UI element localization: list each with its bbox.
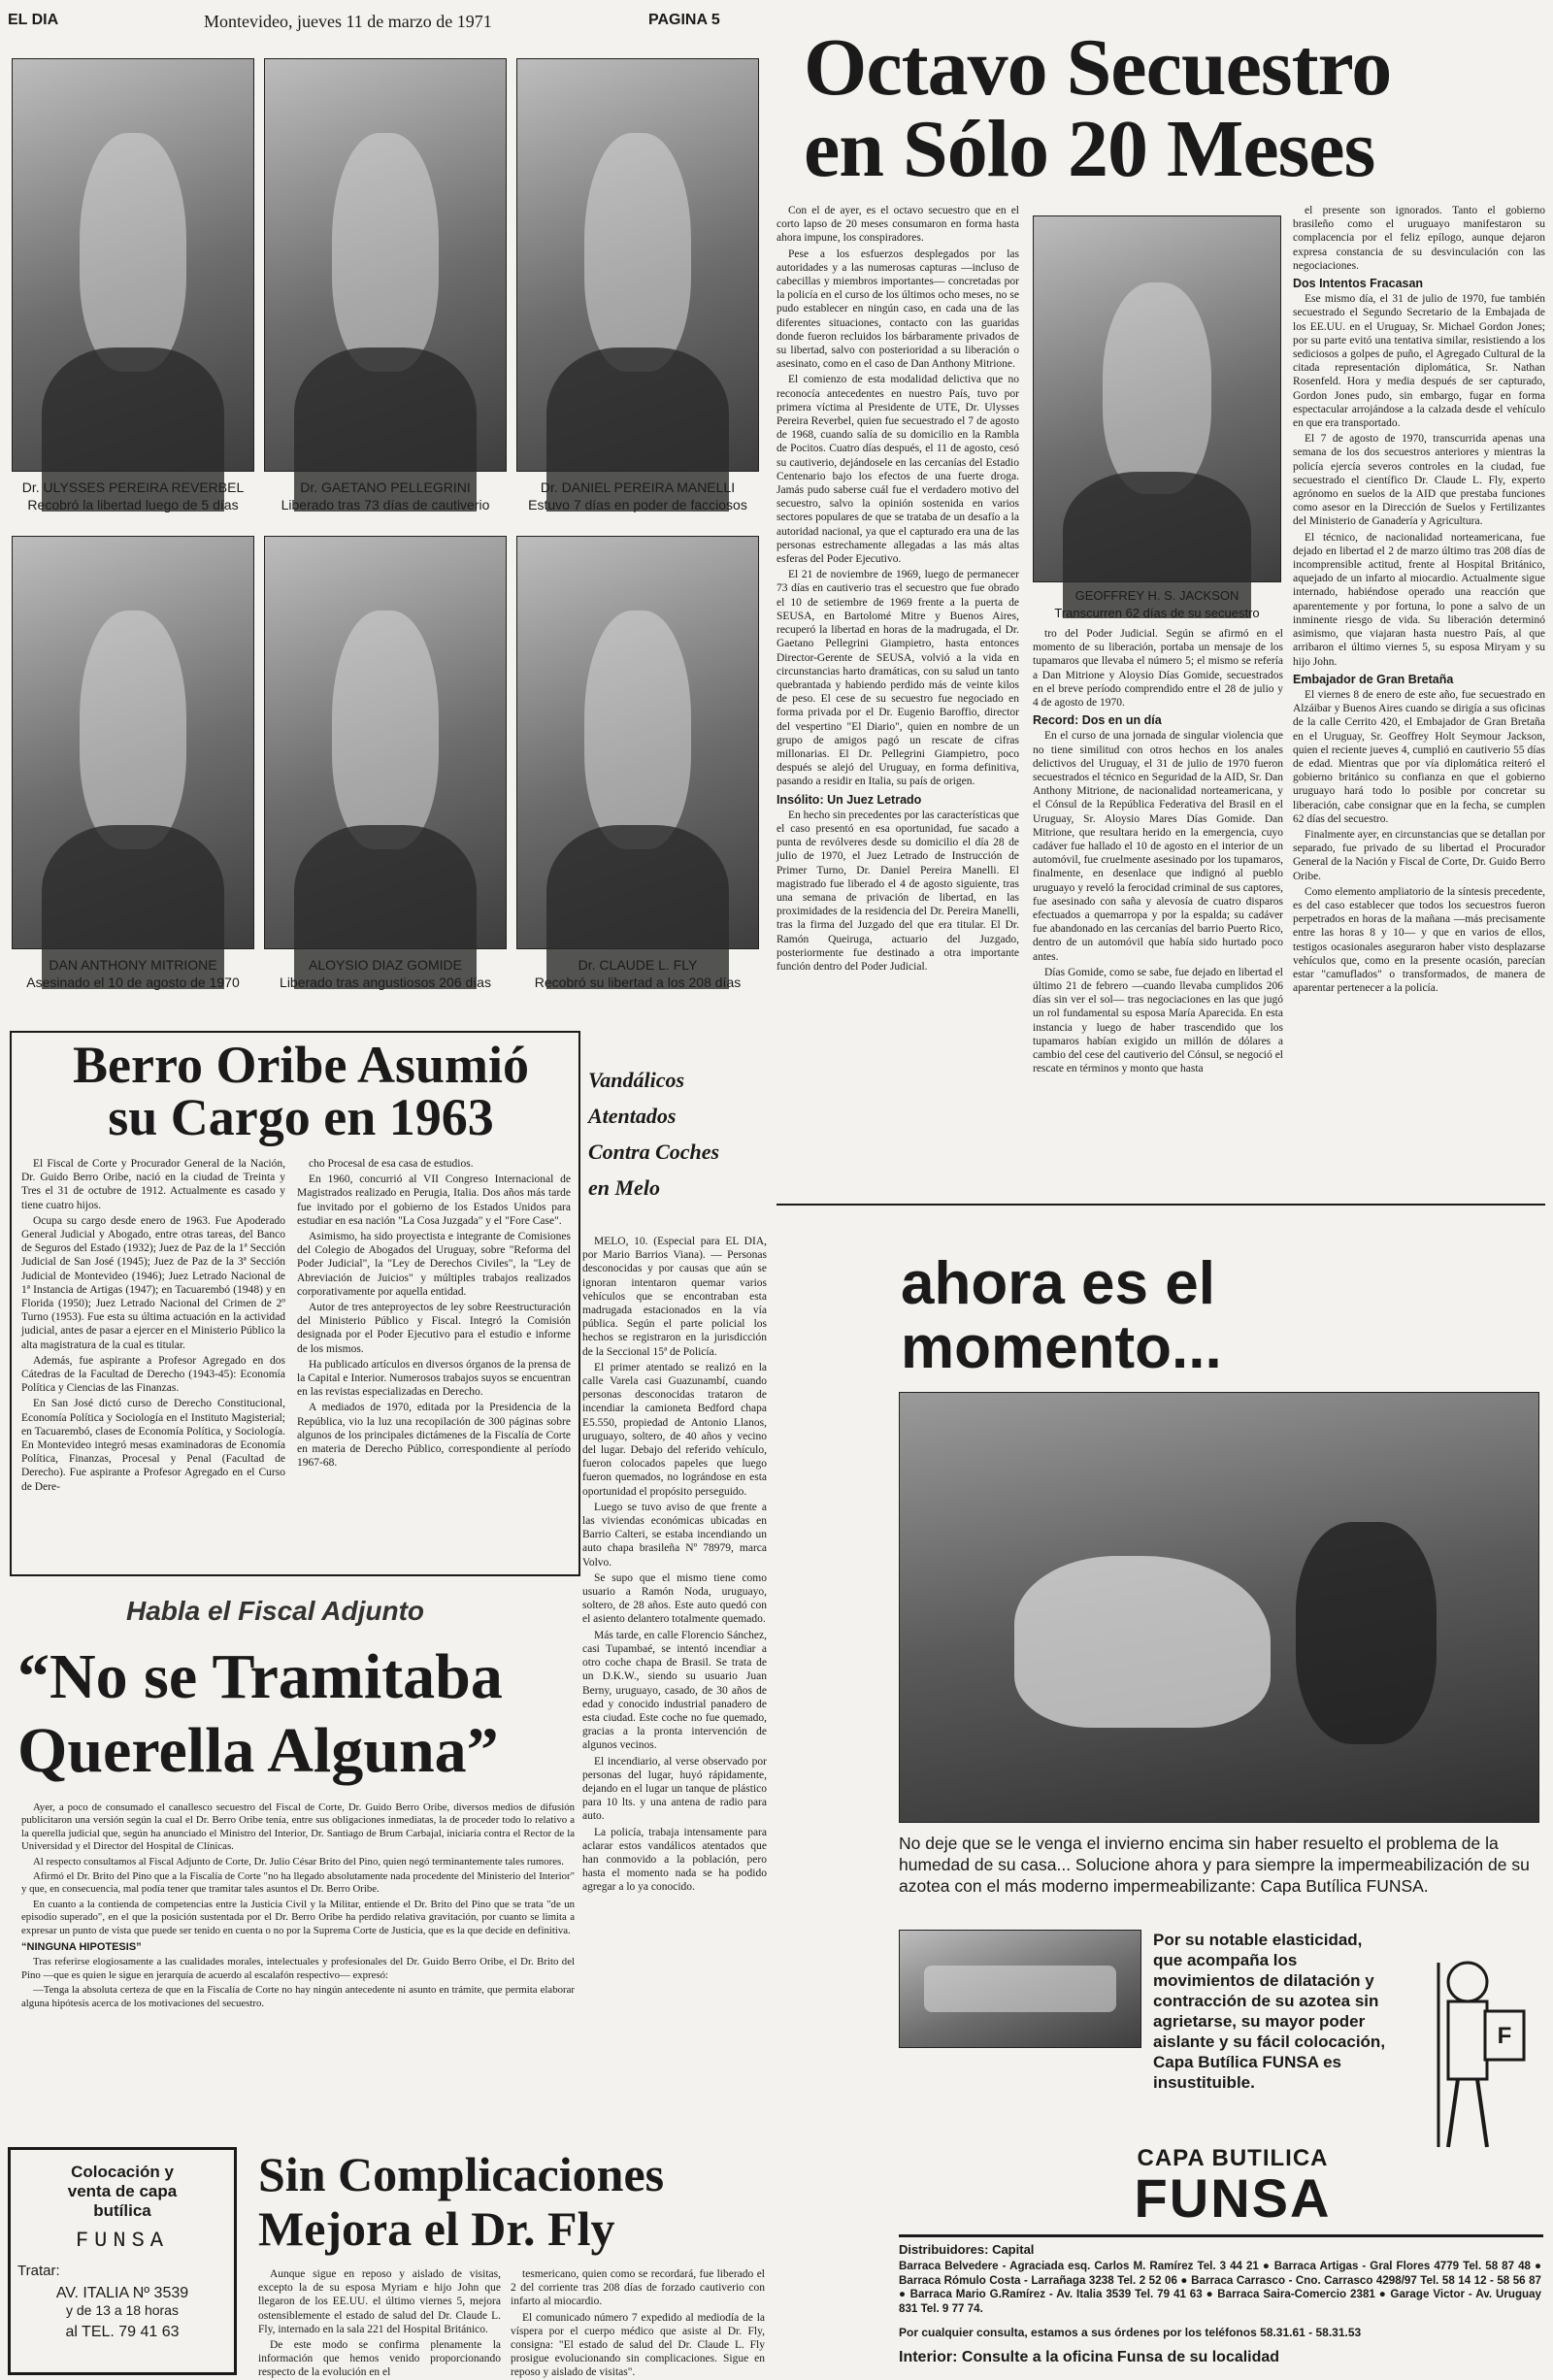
portrait-photo (516, 58, 759, 472)
ad-headline (901, 1252, 1541, 1380)
paragraph: A mediados de 1970, editada por la Presidencia de la República, vio la luz una recopilación de 300 páginas sobre algunos de los principales dictámenes de la Fiscalía de Corte en materia de Derecho Público, correspondiente al período 1967-68. (297, 1402, 571, 1470)
paragraph: Más tarde, en calle Florencio Sánchez, casi Tupambaé, se intentó incendiar a otro coche chapa de Brasil. Se trata de un D.K.W., siendo su usuario Juan Berny, uruguayo, casado, de 30 años de edad y conocido industrial panadero de esta ciudad. Este coche no fue quemado, gracias a la pronta intervención de algunos vecinos. (582, 1629, 767, 1752)
main-story-col2 (1033, 627, 1283, 1198)
paragraph: Tras referirse elogiosamente a las cualidades morales, intelectuales y profesionales del Dr. Guido Berro Oribe, el Dr. Brito del Pino —que es quien le sigue en jerarquía de acuerdo al escalafón respectivo— expresó: (21, 1956, 575, 1981)
portrait-photo (516, 536, 759, 949)
jackson-name: GEOFFREY H. S. JACKSON (1074, 588, 1239, 603)
portrait-caption: Liberado tras 73 días de cautiverio (281, 497, 490, 512)
headline-line: Contra Coches (588, 1140, 720, 1164)
funsa-small-line1: Colocación y (71, 2163, 174, 2181)
portrait-name: DAN ANTHONY MITRIONE (49, 957, 217, 973)
paragraph: Autor de tres anteproyectos de ley sobre Reestructuración del Ministerio Público y Fiscal. Integró la Comisión designada por el Poder Ejecutivo para el estudio e informe de los mismos. (297, 1302, 571, 1355)
paragraph: El Fiscal de Corte y Procurador General de la Nación, Dr. Guido Berro Oribe, nació en la ciudad de Treinta y Tres el 31 de octubre de 1912. Actualmente es casado y tiene cuatro hijos. (21, 1158, 285, 1211)
funsa-small-hours: y de 13 a 18 horas (66, 2302, 179, 2318)
ad-rule (899, 2234, 1543, 2237)
ad-photo-workers (899, 1392, 1539, 1823)
portrait-caption: Asesinado el 10 de agosto de 1970 (26, 975, 240, 990)
berro-headline (29, 1036, 573, 1146)
portrait-name: Dr. DANIEL PEREIRA MANELLI (540, 479, 736, 495)
fly-col2 (511, 2267, 765, 2379)
headline-line: Atentados (588, 1104, 677, 1128)
fiscal-headline-line1: “No se Tramitaba (17, 1641, 503, 1712)
main-headline-line2: en Sólo 20 Meses (804, 104, 1375, 194)
subhead-ninguna: “NINGUNA HIPOTESIS” (21, 1941, 142, 1954)
paper-name: EL DIA (8, 12, 59, 28)
portrait-caption: Liberado tras angustiosos 206 días (280, 975, 491, 990)
berro-headline-line1: Berro Oribe Asumió (73, 1036, 529, 1094)
paragraph: En cuanto a la contienda de competencias entre la Justicia Civil y la Militar, entiende el Dr. Brito del Pino que se trata "de un episodio superado", en el que la posición sustentada por el Dr. Berro Oribe ha perdido relativa gravitación, por cuanto se limita a expresar un punto de vista que puede ser tenido en cuenta o no por la Suprema Corte de Justicia, que es la que decide en definitiva. (21, 1898, 575, 1936)
fly-col1 (258, 2267, 501, 2379)
paragraph: Ocupa su cargo desde enero de 1963. Fue Apoderado General Judicial y Abogado, entre otras tareas, del Banco de Seguros del Estado (1932); Juez de Paz de la 1ª Sección Judicial de San José (1945); Juez de Paz de la 3ª Sección Judicial de Montevideo (1946); Juez Letrado Nacional de 1ª Instancia de Artigas (1947); en Tacuarembó (1948) y en Florida (1950); Juez Letrado Nacional del Crimen de 2º Turno (1953). Fue esta su última actuación en la actividad judicial, antes de pasar a ejercer en el Ministerio Público la alta magistratura de la cual es titular. (21, 1214, 285, 1351)
paragraph: El técnico, de nacionalidad norteamericana, fue dejado en libertad el 2 de marzo último tras 208 días de incomprensible actitud, frente al Hospital Británico, aquejado de un infarto al miocardio. Actualmente sigue internado, habiéndose operado una reacción que aparentemente y por fortuna, lo pone a salvo de un inminente riesgo de vida. Su liberación determinó asimismo, que viajaran hasta nuestro País, al que arribaron el último viernes 5, su esposa Miryam y su hijo John. (1293, 531, 1545, 668)
fly-headline (258, 2147, 773, 2256)
subhead-intentos: Dos Intentos Fracasan (1293, 277, 1424, 291)
portrait-caption: Estuvo 7 días en poder de facciosos (528, 497, 747, 512)
berro-col2 (297, 1157, 571, 1570)
main-headline-line1: Octavo Secuestro (804, 22, 1392, 113)
paragraph: Luego se tuvo aviso de que frente a las viviendas económicas ubicadas en Barrio Calteri, se estaba incendiando un auto chapa brasileña Nº 78979, marca Volvo. (582, 1501, 767, 1569)
berro-headline-line2: su Cargo en 1963 (108, 1088, 494, 1146)
paragraph: cho Procesal de esa casa de estudios. (309, 1158, 474, 1170)
svg-text:F: F (1497, 2023, 1512, 2049)
subhead-juez: Insólito: Un Juez Letrado (776, 792, 922, 807)
paragraph: Pese a los esfuerzos desplegados por las autoridades y a las numerosas capturas —incluso de cabecillas y miembros importantes— concretadas por la policía en el curso de los últimos ocho meses, no se pudo establecer en ningún caso, en cada una de las diferentes situaciones, contacto con las guaridas donde fueron recluidos los bárbaramente privados de su libertad, salvo con posterioridad a su liberación o asesinato, como en el caso de Dan Anthony Mitrione. (776, 248, 1019, 371)
headline-line: en Melo (588, 1175, 660, 1200)
ad-brand-top: CAPA BUTILICA (1137, 2145, 1329, 2171)
portrait-name: Dr. ULYSSES PEREIRA REVERBEL (21, 479, 245, 495)
paragraph: La policía, trabaja intensamente para aclarar estos vandálicos atentados que han conmovido a la población, pero hasta el momento nada se ha podido agregar a lo ya conocido. (582, 1826, 767, 1894)
paragraph: Finalmente ayer, en circunstancias que se detallan por separado, fue privado de su libertad el Procurador General de la Nación y Fiscal de Corte, Dr. Guido Berro Oribe. (1293, 828, 1545, 882)
paragraph: Ha publicado artículos en diversos órganos de la prensa de la Capital e Interior. Numerosos trabajos suyos se encuentran en las revistas especializadas en Derecho. (297, 1358, 571, 1399)
paragraph: MELO, 10. (Especial para EL DIA, por Mario Barrios Viana). — Personas desconocidas y por causas que aún se ignoran intentaron quemar varios vehículos que se encontraban esta madrugada estacionados en la vía pública. Según el parte policial los hechos se registraron en la jurisdicción de la Seccional 15ª de Policía. (582, 1236, 767, 1358)
fiscal-kicker: Habla el Fiscal Adjunto (126, 1596, 425, 1626)
berro-col1 (21, 1157, 285, 1570)
funsa-small-address: AV. ITALIA Nº 3539 (55, 2285, 189, 2301)
jackson-caption: Transcurren 62 días de su secuestro (1054, 606, 1260, 620)
subhead-record: Record: Dos en un día (1033, 713, 1162, 728)
paragraph: El 7 de agosto de 1970, transcurrida apenas una semana de los dos secuestros anteriores y mientras la policía ejercía severos controles en la ciudad, fue secuestrado el científico Dr. Claude L. Fly, experto agrónomo en suelos de la AID que prestaba funciones como asesor en la Dirección de Suelos y Fertilizantes del Ministerio de Ganadería y Agricultura. (1293, 433, 1545, 528)
knight-logo (1400, 1953, 1536, 2166)
paragraph: Al respecto consultamos al Fiscal Adjunto de Corte, Dr. Julio César Brito del Pino, quien negó terminantemente tales rumores. (33, 1855, 564, 1868)
paragraph: En el curso de una jornada de singular violencia que no tiene similitud con otros hechos en los anales delictivos del Uruguay, el 31 de julio de 1970 fueron secuestrados el técnico en Seguridad de la AID, Sr. Dan Anthony Mitrione, de nacionalidad norteamericana, y el Cónsul de la República Federativa del Brasil en el Uruguay, Sr. Aloysio Mares Días Gomide. Dan Mitrione, que resultara herido en la emergencia, cuyo cadáver fue hallado el 10 de agosto en el interior de un automóvil, fue cruelmente asesinado por los tupamaros, finalmente, en desenlace que indignó al pueblo uruguayo y reveló la ferocidad criminal de sus captores, fue asesinado con saña y alevosía de cuatro disparos efectuados a quemarropa y por la espalda; su cadáver fue abandonado en las cercanías del barrio Puerto Rico, dentro de un automóvil que había sido hurtado poco antes. (1033, 730, 1283, 963)
portrait-caption: Recobró la libertad luego de 5 días (27, 497, 239, 512)
fiscal-text (21, 1802, 575, 2112)
portrait-name: ALOYSIO DIAZ GOMIDE (309, 957, 462, 973)
paragraph: Con el de ayer, es el octavo secuestro que en el corto lapso de 20 meses consumaron en forma hasta ahora impune, los conspiradores. (776, 205, 1019, 245)
funsa-small-line2: venta de capa (67, 2182, 178, 2200)
paragraph: En San José dictó curso de Derecho Constitucional, Economía Política y Sociología en el Instituto Magisterial; en Tacuarembó, clases de Economía Política, y Sociología. En Montevideo integró mesas examinadoras de Economía Política, Finanzas, Procesal y Penal (Facultad de Derecho). Fue aspirante a Profesor Agregado en el Curso de Dere- (21, 1398, 285, 1493)
fiscal-headline-line2: Querella Alguna” (17, 1715, 499, 1786)
main-story-col3 (1293, 204, 1545, 1198)
page-number: PAGINA 5 (648, 12, 720, 28)
ad-phones: Por cualquier consulta, estamos a sus órdenes por los teléfonos 58.31.61 - 58.31.53 (899, 2326, 1362, 2339)
main-headline (804, 22, 1541, 194)
header-date: Montevideo, jueves 11 de marzo de 1971 (204, 12, 492, 31)
paragraph: El comienzo de esta modalidad delictiva que no reconocía antecedentes en nuestro País, tuvo por primera víctima al Presidente de UTE, Dr. Ulysses Pereira Reverbel, quien fue secuestrado el 7 de agosto de 1968, cuando salía de su domicilio en la Rambla de Pocitos. Cuatro días después, el 11 de agosto, cesó su cautiverio, dejándosele en las cercanías del Estadio Centenario bajo los efectos de una fuerte droga. Jamás pudo saberse cuál fue el verdadero motivo del secuestro, salvo la opinión sostenida en varios sectores populares de que se trataba de un desafío a la autoridad nacional, ya que el capturado era una de las personas estrechamente allegadas a las más altas esferas del Poder Ejecutivo. (776, 374, 1019, 566)
headline-line: Vandálicos (588, 1068, 685, 1092)
paragraph: El 21 de noviembre de 1969, luego de permanecer 73 días en cautiverio tras el secuestro que fue obrado el 10 de setiembre de 1969 frente a la puerta de SEUSA, en Bartolomé Mitre y Buenos Aires, recuperó la libertad en horas de la madrugada, el Dr. Gaetano Pellegrini Giampietro, hasta entonces Director-Gerente de SEUSA, volvió a la vida en circunstancias harto dramáticas, con su salud un tanto quebrantada y habiendo perdido más de veinte kilos de peso. El cese de su secuestro fue negociado en forma privada por el Dr. Eugenio Baroffio, director del vespertino "El Diario", quien en nombre de un grupo de amigos pagó un rescate de cifras millonarias. El Dr. Pellegrini Giampietro, poco después se alejó del Uruguay, en forma definitiva, pasando a residir en Italia, su país de origen. (776, 569, 1019, 788)
funsa-small-tratar: Tratar: (17, 2263, 60, 2279)
ad-interior: Interior: Consulte a la oficina Funsa de su localidad (899, 2349, 1280, 2365)
paragraph: —Tenga la absoluta certeza de que en la Fiscalía de Corte no hay ningún antecedente ni asunto en trámite, que permita elaborar alguna hipótesis acerca de los motivaciones del secuestro. (21, 1984, 575, 2009)
funsa-small-ad-content (12, 2163, 233, 2341)
fly-headline-line1: Sin Complicaciones (258, 2147, 665, 2201)
portrait-caption: Recobró su libertad a los 208 días (534, 975, 742, 990)
paragraph: Ayer, a poco de consumado el canallesco secuestro del Fiscal de Corte, Dr. Guido Berro Oribe, diversos medios de difusión publicitaron una versión según la cual el Dr. Berro Oribe tenía, entre sus obligaciones inmediatas, la de proceder todo lo relativo a la querella judicial que, según ha anunciado el Ministro del Interior, Dr. Santiago de Brum Carbajal, iniciaría contra el Rector de la Universidad y el Director del Hospital de Clínicas. (21, 1802, 575, 1853)
ad-photo-roll (899, 1930, 1141, 2048)
paragraph: Afirmó el Dr. Brito del Pino que a la Fiscalía de Corte "no ha llegado absolutamente nada procedente del Ministerio del Interior" y que, en consecuencia, mal podía tener que tramitar tales asuntos el Dr. Berro Oribe. (21, 1870, 575, 1896)
funsa-small-brand: FUNSA (75, 2229, 169, 2253)
fly-headline-line2: Mejora el Dr. Fly (258, 2201, 615, 2256)
paragraph: El incendiario, al verse observado por personas del lugar, huyó rápidamente, dejando en el lugar un tanque de plástico para 10 lts. y una antena de radio para auto. (582, 1755, 767, 1823)
ad-headline-line1: ahora es el (901, 1250, 1215, 1317)
paragraph: El viernes 8 de enero de este año, fue secuestrado en Alzáibar y Buenos Aires cuando se dirigía a sus oficinas de la calle Cerrito 420, el Embajador de Gran Bretaña en el Uruguay, Sr. Geoffrey Holt Seymour Jackson, quien el reciente jueves 4, cumplió en cautiverio 55 días de edad. Mientras que por vía diplomática reiteró el gobierno británico su confianza en que el gobierno uruguayo hará todo lo posible por concretar su liberación, cabe consignar que en la fecha, se cumplen 62 días del secuestro. (1293, 688, 1545, 825)
paragraph: En hecho sin precedentes por las características que el caso presentó en esa oportunidad, fue sacado a punta de revólveres desde su domicilio el día 28 de julio de 1970, el Juez Letrado de Instrucción de Primer Turno, Dr. Daniel Pereira Manelli. El magistrado fue liberado el 4 de agosto siguiente, tras una semana de privación de libertad, en las proximidades de la residencia del Dr. Pereira Manelli, tras la firma del Juzgado del que era titular. El Dr. Ramón Queiruga, actuario del Juzgado, posteriormente fue destinado a otra importante función dentro del Poder Judicial. (776, 809, 1019, 973)
paragraph: Como elemento ampliatorio de la síntesis precedente, es del caso establecer que todos los secuestros fueron perpetrados en horas de la mañana —más precisamente entre las horas 8 y 10— y que en varios de ellos, testigos ocasionales aseguraron haber visto desplazarse vehículos que, como en la presente ocasión, parecían estar "camuflados" o transformados, de manera de aparentar pertenecer a la policía. (1293, 885, 1545, 995)
jackson-photo (1033, 215, 1281, 582)
paragraph: Se supo que el mismo tiene como usuario a Ramón Noda, uruguayo, soltero, de 28 años. Este auto quedó con el asiento delantero totalmente quemado. (582, 1571, 767, 1626)
fiscal-headline (17, 1640, 580, 1788)
ad-dist-title: Distribuidores: Capital (899, 2242, 1035, 2257)
funsa-small-line3: butílica (93, 2201, 151, 2220)
portrait-photo (12, 536, 254, 949)
main-story-col1 (776, 204, 1019, 1194)
portrait-photo (264, 536, 507, 949)
ad-brand: FUNSA (1134, 2167, 1332, 2229)
paragraph: En 1960, concurrió al VII Congreso Internacional de Magistrados realizado en Perugia, Italia. Dos años más tarde fue invitado por el gobierno de los Estados Unidos para estudiar en esa nación "La Cosa Juzgada" y el "Fore Case". (297, 1173, 571, 1227)
portrait-photo (12, 58, 254, 472)
paragraph: Ese mismo día, el 31 de julio de 1970, fue también secuestrado el Segundo Secretario de la Embajada de los EE.UU. en el Uruguay, Sr. Michael Gordon Jones; por su parte evitó una tentativa similar, resistiendo a los sediciosos a golpes de puño, el Agregado Cultural de la citada representación diplomática, Sr. Nathan Rosenfeld. Hora y media después de ser capturado, Gordon Jones pudo, sin embargo, fugar en forma espectacular arrojándose a la calzada desde el vehículo en que era transportado. (1293, 293, 1545, 430)
ad-headline-line2: momento... (901, 1314, 1222, 1381)
portrait-name: Dr. CLAUDE L. FLY (578, 957, 698, 973)
paragraph: tesmericano, quien como se recordará, fue liberado el 2 del corriente tras 208 días de forzado cautiverio con infarto al miocardio. (511, 2268, 765, 2308)
paragraph: Días Gomide, como se sabe, fue dejado en libertad el último 21 de febrero —cuando llevaba cumplidos 206 días sin ver el sol— tras negociaciones en las que jugó un rol fundamental su esposa María Aparecida. En esta instancia y luego de haber trascendido que los tupamaros habían exigido un millón de dólares a cambio del cese del cautiverio del Cónsul, se negoció el rescate en términos y monto que hasta (1033, 966, 1283, 1075)
paragraph: El primer atentado se realizó en la calle Varela casi Guazunambí, cuando personas desconocidas trataron de incendiar la camioneta Bedford chapa E5.550, propiedad de Antonio Llanos, uruguayo, soltero, de 40 años y vecino del lugar. Debajo del referido vehículo, fueron colocados papeles que luego fueron quemados, no lográndose en esta oportunidad el propósito perseguido. (582, 1361, 767, 1498)
paragraph: el presente son ignorados. Tanto el gobierno brasileño como el uruguayo manifestaron su complacencia por el feliz epílogo, aunque dejaron expresa constancia de su desvinculación con las negociaciones. (1293, 205, 1545, 272)
funsa-small-phone: al TEL. 79 41 63 (65, 2324, 180, 2340)
main-story-bottom-rule (776, 1204, 1545, 1206)
ad-dist-text: Barraca Belvedere - Agraciada esq. Carlos M. Ramírez Tel. 3 44 21 ● Barraca Artigas - Gral Flores 4779 Tel. 58 87 48 ● Barraca Rómulo Costa - Larrañaga 3238 Tel. 2 52 06 ● Barraca Carrasco - Cno. Carrasco 4298/97 Tel. 58 14 12 - 58 56 87 ● Barraca Mario G.Ramírez - Av. Italia 3539 Tel. 79 41 63 ● Barraca Saira-Comercio 2381 ● Garage Victor - Av. Uruguay 831 Tel. 9 77 74. (899, 2260, 1541, 2315)
paragraph: Asimismo, ha sido proyectista e integrante de Comisiones del Colegio de Abogados del Uruguay, sobre "Reforma del Poder Judicial", la "Ley de Derechos Civiles", la "Ley de Abreviación de Juicios" y múltiples trabajos realizados corporativamente por aquella entidad. (297, 1231, 571, 1298)
paragraph: tro del Poder Judicial. Según se afirmó en el momento de su liberación, portaba un mensaje de los tupamaros que llevaba el número 5; el mismo se refería a Dan Mitrione y Aloysio Días Gomide, secuestrados en el breve período comprendido entre el 28 de julio y 4 de agosto de 1970. (1033, 628, 1283, 710)
portrait-photo (264, 58, 507, 472)
vandalicos-headline (588, 1062, 773, 1206)
paragraph: De este modo se confirma plenamente la información que hemos venido proporcionando respecto de la evolución en el (258, 2339, 501, 2379)
ad-side-text: Por su notable elasticidad, que acompaña los movimientos de dilatación y contracción de su azotea sin agrietarse, su mayor poder aislante y su fácil colocación, Capa Butílica FUNSA es insustituible. (1153, 1931, 1386, 2092)
ad-body: No deje que se le venga el invierno encima sin haber resuelto el problema de la humedad de su casa... Solucione ahora y para siempre la impermeabilización de su azotea con el más moderno impermeabilizante: Capa Butílica FUNSA. (899, 1834, 1530, 1896)
portrait-name: Dr. GAETANO PELLEGRINI (300, 479, 471, 495)
paragraph: Además, fue aspirante a Profesor Agregado en dos Cátedras de la Facultad de Derecho (1943-45): Economía Política y Ciencias de las Finanzas. (21, 1354, 285, 1395)
paragraph: Aunque sigue en reposo y aislado de visitas, excepto la de su esposa Myriam e hijo John que llegaron de los EE.UU. el último viernes 5, mejora ostensiblemente el estado de salud del Dr. Claude L. Fly, internado en la sala 221 del Hospital Británico. (258, 2268, 501, 2335)
paragraph: El comunicado número 7 expedido al mediodía de la víspera por el cuerpo médico que asiste al Dr. Fly, consigna: "El estado de salud del Dr. Claude L. Fly prosigue evolucionando sin complicaciones. Sigue en reposo y aislado de visitas". (511, 2311, 765, 2379)
vandalicos-text (582, 1235, 767, 2205)
subhead-embajador: Embajador de Gran Bretaña (1293, 672, 1454, 686)
